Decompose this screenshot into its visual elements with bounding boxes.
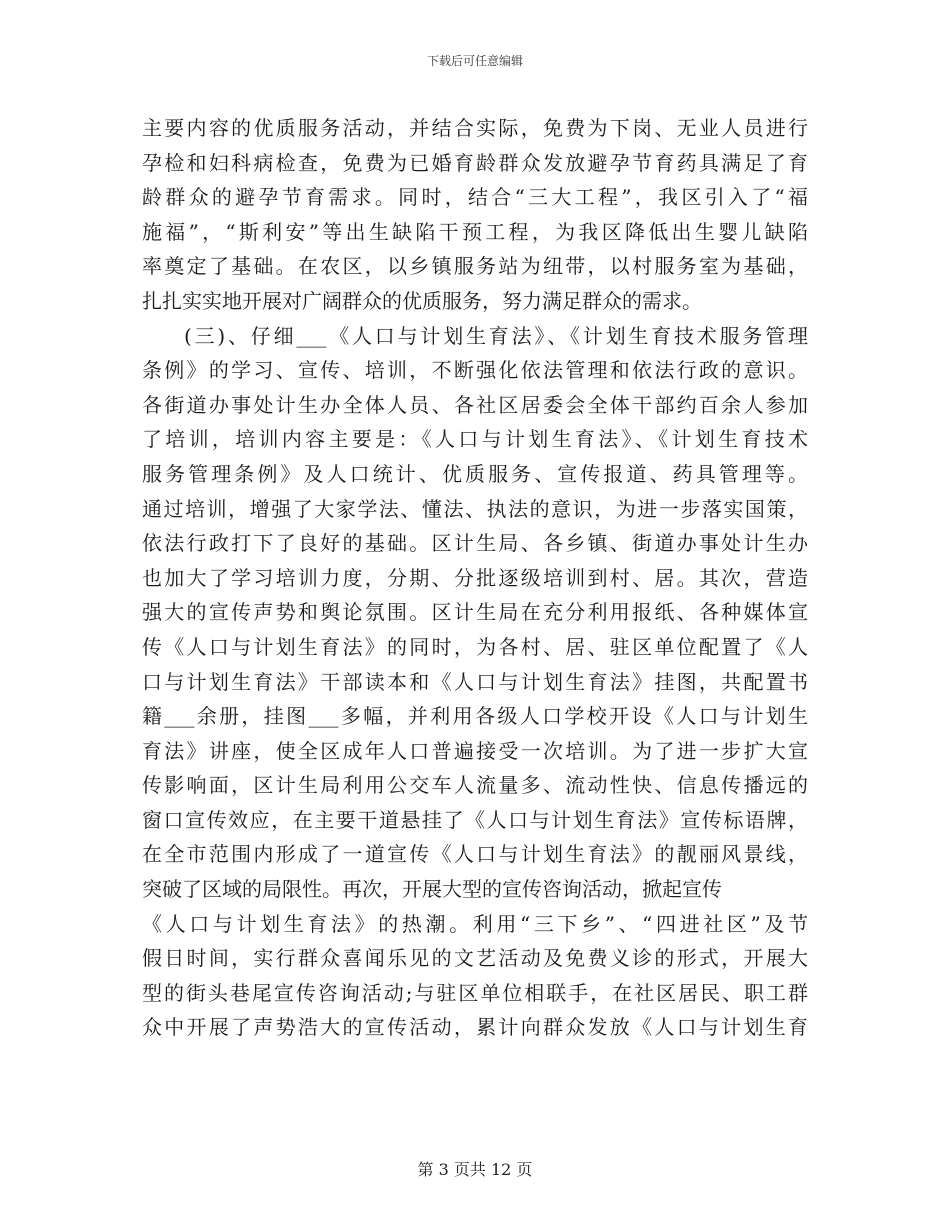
document-body bbox=[142, 111, 808, 1045]
body-line: 口与计划生育法》干部读本和《人口与计划生育法》挂图，共配置书 bbox=[142, 669, 808, 694]
body-line: 主要内容的优质服务活动，并结合实际，免费为下岗、无业人员进行 bbox=[142, 116, 808, 140]
body-line: 通过培训，增强了大家学法、懂法、执法的意识，为进一步落实国策， bbox=[142, 496, 808, 521]
body-line: 条例》的学习、宣传、培训，不断强化依法管理和依法行政的意识。 bbox=[142, 358, 808, 383]
body-line: 突破了区域的局限性。再次，开展大型的宣传咨询活动，掀起宣传 bbox=[142, 877, 722, 902]
body-line: 传《人口与计划生育法》的同时，为各村、居、驻区单位配置了《人 bbox=[142, 634, 808, 659]
body-line: 强大的宣传声势和舆论氛围。区计生局在充分利用报纸、各种媒体宣 bbox=[142, 600, 808, 625]
body-line: 施福”，“斯利安”等出生缺陷干预工程，为我区降低出生婴儿缺陷 bbox=[142, 219, 808, 244]
body-line: 众中开展了声势浩大的宣传活动，累计向群众发放《人口与计划生育 bbox=[142, 1015, 808, 1040]
body-line: 也加大了学习培训力度，分期、分批逐级培训到村、居。其次，营造 bbox=[142, 565, 808, 590]
body-line: 《人口与计划生育法》的热潮。利用“三下乡”、“四进社区”及节 bbox=[142, 911, 808, 936]
body-line: 籍___余册，挂图___多幅，并利用各级人口学校开设《人口与计划生 bbox=[142, 704, 808, 729]
page-number-footer: 第 3 页共 12 页 bbox=[417, 1160, 533, 1179]
body-line: 型的街头巷尾宣传咨询活动;与驻区单位相联手，在社区居民、职工群 bbox=[142, 980, 808, 1005]
body-line: 了培训，培训内容主要是：《人口与计划生育法》、《计划生育技术 bbox=[142, 427, 808, 452]
body-line: 依法行政打下了良好的基础。区计生局、各乡镇、街道办事处计生办 bbox=[142, 531, 808, 556]
body-line: 各街道办事处计生办全体人员、各社区居委会全体干部约百余人参加 bbox=[142, 392, 808, 417]
body-line: 孕检和妇科病检查，免费为已婚育龄群众发放避孕节育药具满足了育 bbox=[142, 150, 808, 175]
body-line: 传影响面，区计生局利用公交车人流量多、流动性快、信息传播远的 bbox=[142, 773, 808, 798]
paragraph-start-line: (三)、仔细___《人口与计划生育法》、《计划生育技术服务管理 bbox=[184, 323, 808, 348]
page-header: 下载后可任意编辑 bbox=[426, 54, 523, 68]
body-line: 窗口宣传效应，在主要干道悬挂了《人口与计划生育法》宣传标语牌， bbox=[142, 807, 808, 832]
body-line: 率奠定了基础。在农区，以乡镇服务站为纽带，以村服务室为基础， bbox=[142, 254, 808, 279]
body-line: 假日时间，实行群众喜闻乐见的文艺活动及免费义诊的形式，开展大 bbox=[142, 946, 808, 971]
body-line: 龄群众的避孕节育需求。同时，结合“三大工程”，我区引入了“福 bbox=[142, 185, 808, 210]
body-line: 服务管理条例》及人口统计、优质服务、宣传报道、药具管理等。 bbox=[142, 461, 808, 486]
body-line: 育法》讲座，使全区成年人口普遍接受一次培训。为了进一步扩大宣 bbox=[142, 738, 808, 763]
body-line: 在全市范围内形成了一道宣传《人口与计划生育法》的靓丽风景线， bbox=[142, 842, 808, 867]
body-line: 扎扎实实地开展对广阔群众的优质服务，努力满足群众的需求。 bbox=[142, 288, 702, 313]
